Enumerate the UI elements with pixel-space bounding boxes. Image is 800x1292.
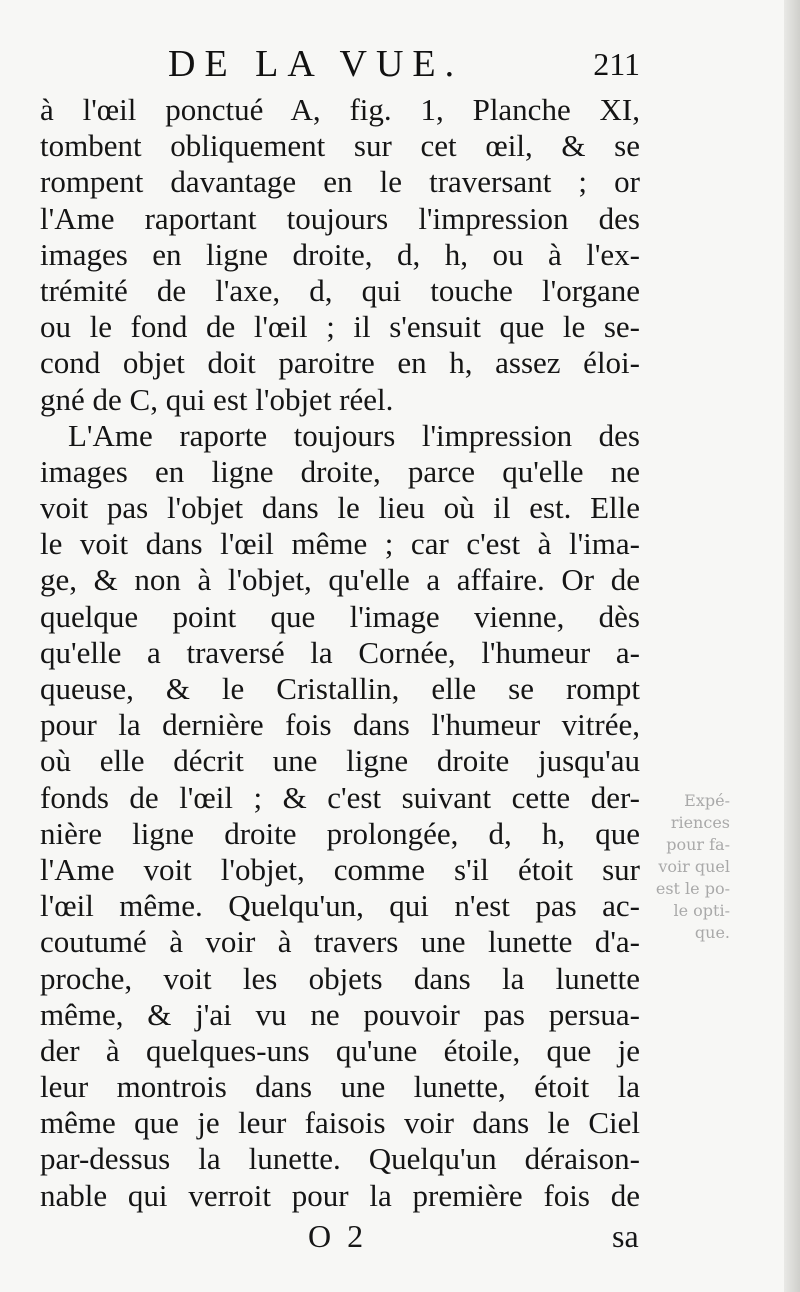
catchword: sa (612, 1218, 639, 1254)
text-line: l'Ame raportant toujours l'impression des (40, 200, 640, 236)
margin-note-line: pour fa- (666, 835, 730, 854)
text-line: voit pas l'objet dans le lieu où il est. Elle (40, 490, 640, 526)
text-line: cond objet doit paroitre en h, assez éloi- (40, 345, 640, 381)
text-line: l'œil même. Quelqu'un, qui n'est pas ac- (40, 888, 640, 924)
margin-note (650, 790, 730, 944)
margin-note-line: est le po- (655, 879, 730, 898)
text-line: à l'œil ponctué A, fig. 1, Planche XI, (40, 92, 640, 127)
page-footer (0, 1218, 800, 1262)
text-line: leur montrois dans une lunette, étoit la (40, 1069, 640, 1105)
signature-mark: O 2 (308, 1218, 368, 1254)
text-line: qu'elle a traversé la Cornée, l'humeur a- (40, 634, 640, 670)
text-line: le voit dans l'œil même ; car c'est à l'ima- (40, 526, 640, 562)
text-line: quelque point que l'image vienne, dès (40, 598, 640, 634)
text-line: der à quelques-uns qu'une étoile, que je (40, 1032, 640, 1068)
text-line: pour la dernière fois dans l'humeur vitrée, (40, 707, 640, 743)
text-line: l'Ame voit l'objet, comme s'il étoit sur (40, 851, 640, 887)
margin-note-line: le opti- (673, 901, 730, 920)
text-line: trémité de l'axe, d, qui touche l'organe (40, 272, 640, 308)
text-line: tombent obliquement sur cet œil, & se (40, 128, 640, 164)
text-line: images en ligne droite, d, h, ou à l'ex- (40, 236, 640, 272)
text-line: par-dessus la lunette. Quelqu'un déraison- (40, 1141, 640, 1177)
page-edge (784, 0, 800, 1292)
text-line: nière ligne droite prolongée, d, h, que (40, 815, 640, 851)
text-line: coutumé à voir à travers une lunette d'a- (40, 924, 640, 960)
margin-note-line: voir quel (658, 857, 730, 876)
text-line: L'Ame raporte toujours l'impression des (68, 417, 640, 453)
margin-note-line: que. (694, 923, 730, 942)
text-line: nable qui verroit pour la première fois de (40, 1177, 640, 1213)
running-title: DE LA VUE. (168, 43, 464, 85)
margin-note-line: riences (670, 813, 730, 832)
text-line: ou le fond de l'œil ; il s'ensuit que le se- (40, 309, 640, 345)
margin-note-line: Expé- (684, 791, 730, 810)
page-number: 211 (593, 46, 640, 82)
running-head (0, 42, 800, 90)
text-line: queuse, & le Cristallin, elle se rompt (40, 671, 640, 706)
text-line: ge, & non à l'objet, qu'elle a affaire. Or de (40, 562, 640, 598)
text-line: même que je leur faisois voir dans le Ciel (40, 1105, 640, 1141)
text-line: rompent davantage en le traversant ; or (40, 164, 640, 200)
text-line: gné de C, qui est l'objet réel. (40, 381, 394, 417)
text-line: où elle décrit une ligne droite jusqu'au (40, 743, 640, 779)
text-line: même, & j'ai vu ne pouvoir pas persua- (40, 996, 640, 1032)
text-line: fonds de l'œil ; & c'est suivant cette der- (40, 779, 640, 815)
text-line: images en ligne droite, parce qu'elle ne (40, 453, 640, 489)
body-text (40, 92, 640, 1214)
text-line: proche, voit les objets dans la lunette (40, 960, 640, 996)
